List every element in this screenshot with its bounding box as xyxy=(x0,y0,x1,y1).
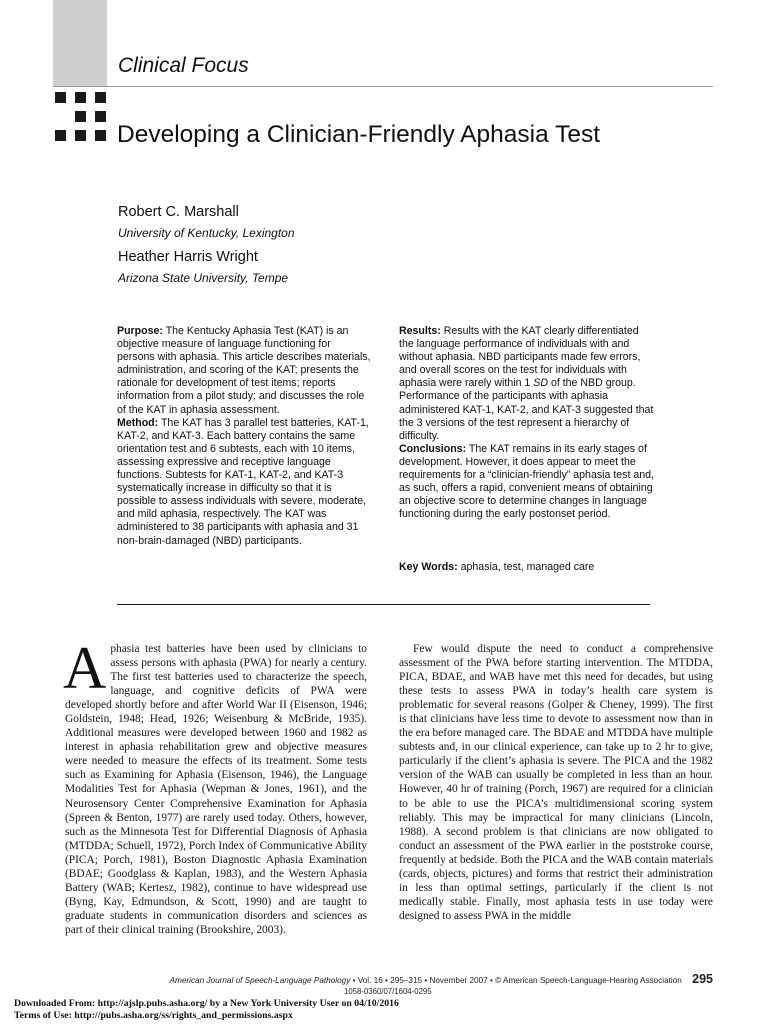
author-affiliation: University of Kentucky, Lexington xyxy=(118,226,295,240)
keywords xyxy=(399,561,594,573)
abstract-left-column xyxy=(117,325,371,548)
drop-cap: A xyxy=(63,635,107,701)
keywords-label: Key Words: xyxy=(399,561,458,573)
citation-details: • Vol. 16 • 295–315 • November 2007 • © American Speech-Language-Hearing Association xyxy=(352,976,682,985)
body-text-left: phasia test batteries have been used by clinicians to assess persons with aphasia (PWA) for nearly a century. The first test batteries used to characterize the speech, language, and cognitive deficits of PWA were developed shortly before and after World War II (Eisenson, 1946; Goldstein, 1948; Head, 1926; Weisenburg & McBride, 1935). Additional measures were developed between 1960 and 1982 as interest in aphasia rehabilitation grew and objective measures were needed to measure the effects of its treatment. Some tests such as Examining for Aphasia (Eisenson, 1946), the Language Modalities Test for Aphasia (Wepman & Jones, 1961), and the Neurosensory Center Comprehensive Examination for Aphasia (Spreen & Benton, 1977) are rarely used today. Others, however, such as the Minnesota Test for Differential Diagnosis of Aphasia (MTDDA; Schuell, 1972), Porch Index of Communicative Ability (PICA; Porch, 1981), Boston Diagnostic Aphasia Examination (BDAE; Goodglass & Kaplan, 1983), and the Western Aphasia Battery (WAB; Kertesz, 1982), continue to have widespread use (Byng, Kay, Edmundson, & Scott, 1990) and are taught to graduate students in communication disorders and sciences as part of their clinical training (Brookshire, 2003). xyxy=(65,643,367,936)
conclusions-label: Conclusions: xyxy=(399,442,467,455)
abstract-divider xyxy=(117,604,650,605)
journal-name: American Journal of Speech-Language Pathology xyxy=(169,976,351,985)
article-title: Developing a Clinician-Friendly Aphasia Test xyxy=(117,121,601,148)
section-label: Clinical Focus xyxy=(118,54,249,77)
footer-citation xyxy=(0,972,713,986)
abstract-purpose xyxy=(117,325,371,417)
abstract-conclusions xyxy=(399,443,654,522)
page-number: 295 xyxy=(692,972,713,986)
author-name: Robert C. Marshall xyxy=(118,204,239,220)
square-grid-icon xyxy=(53,92,109,142)
download-notice: Downloaded From: http://ajslp.pubs.asha.org/ by a New York University User on 04/10/2016 xyxy=(14,998,399,1009)
results-text-cont: of the NBD group. Performance of the participants with aphasia administered KAT-1, KAT-2, and KAT-3 suggested that the 3 versions of the test represent a hierarchy of difficulty. xyxy=(399,377,654,442)
abstract-right-column xyxy=(399,325,654,521)
footer-id: 1058-0360/07/1604-0295 xyxy=(344,987,432,996)
abstract-method xyxy=(117,417,371,548)
body-left-column xyxy=(63,635,367,937)
body-paragraph xyxy=(63,635,367,937)
author-affiliation: Arizona State University, Tempe xyxy=(118,271,289,285)
body-right-column xyxy=(399,642,713,923)
results-sd: SD xyxy=(533,377,548,390)
body-paragraph: Few would dispute the need to conduct a comprehensive assessment of the PWA before starting intervention. The MTDDA, PICA, BDAE, and WAB have met this need for decades, but using these tests to assess PWA in today’s health care system is problematic for several reasons (Golper & Cheney, 1999). The first is that clinicians have less time to devote to assessment now than in the era before managed care. The BDAE and MTDDA have multiple subtests and, in our clinical experience, can take up to 2 hr to give, particularly if the client’s aphasia is severe. The PICA and the 1982 version of the WAB can usually be completed in less than an hour. However, 40 hr of training (Porch, 1967) are required for a clinician to be able to use the PICA’s multidimensional scoring system reliably. This may be impractical for many clinicians (Lincoln, 1988). A second problem is that clinicians are now obligated to conduct an assessment of the PWA earlier in the poststroke course, frequently at bedside. Both the PICA and the WAB contain materials (cards, objects, pictures) and forms that restrict their administration in less than optimal settings, particularly if the client is not medically stable. Finally, most aphasia tests in use today were designed to assess PWA in the middle xyxy=(399,643,713,922)
purpose-label: Purpose: xyxy=(117,325,163,337)
author-name: Heather Harris Wright xyxy=(118,249,258,265)
terms-notice: Terms of Use: http://pubs.asha.org/ss/rights_and_permissions.aspx xyxy=(14,1010,293,1021)
method-label: Method: xyxy=(117,416,159,429)
purpose-text: The Kentucky Aphasia Test (KAT) is an objective measure of language functioning for persons with aphasia. This article describes materials, administration, and scoring of the KAT; presents the rationale for development of test items; reports information from a pilot study; and discusses the role of the KAT in aphasia assessment. xyxy=(117,325,371,416)
results-label: Results: xyxy=(399,325,441,337)
header-gray-tab xyxy=(53,0,107,86)
abstract-results xyxy=(399,325,654,443)
method-text: The KAT has 3 parallel test batteries, KAT-1, KAT-2, and KAT-3. Each battery contains the same orientation test and 6 subtests, each with 10 items, assessing expressive and receptive language functions. Subtests for KAT-1, KAT-2, and KAT-3 systematically increase in difficulty so that it is possible to assess individuals with severe, moderate, and mild aphasia, respectively. The KAT was administered to 38 participants with aphasia and 31 non-brain-damaged (NBD) participants. xyxy=(117,416,369,547)
header-rule xyxy=(53,86,713,87)
keywords-text: aphasia, test, managed care xyxy=(460,561,595,573)
results-text: Results with the KAT clearly differentiated the language performance of individuals with and without aphasia. NBD participants made few errors, and overall scores on the test for individuals with aphasia were rarely within 1 xyxy=(399,325,641,390)
conclusions-text: The KAT remains in its early stages of development. However, it does appear to meet the requirements for a “clinician-friendly” aphasia test and, as such, offers a rapid, convenient means of obtaining an objective score to determine changes in language functioning during the early postonset period. xyxy=(399,442,654,521)
